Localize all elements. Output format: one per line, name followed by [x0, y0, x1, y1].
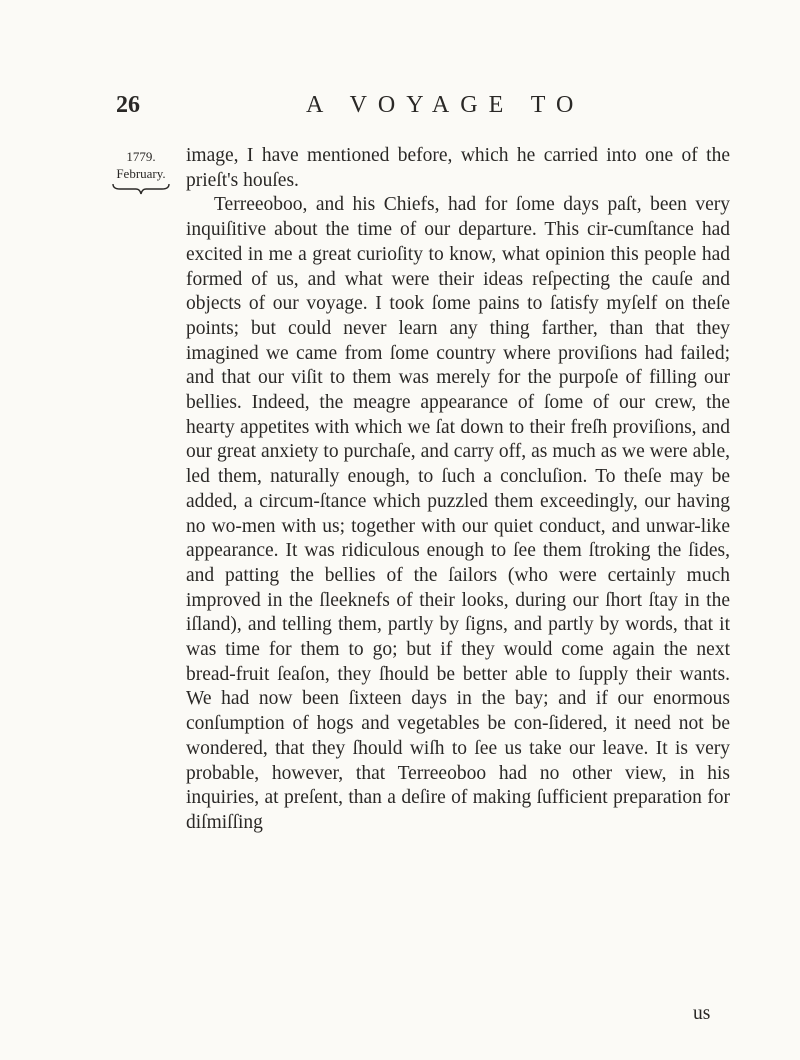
catchword: us	[693, 1003, 711, 1024]
paragraph-2: Terreeoboo, and his Chiefs, had for ſome days paſt, been very inquiſitive about the time of our departure. This cir-cumſtance had excited in me a great curioſity to know, what opinion this people had formed of us, and what were their ideas reſpecting the cauſe and objects of our voyage. I took ſome pains to ſatisfy myſelf on theſe points; but could never learn any thing farther, than that they imagined we came from ſome country where proviſions had failed; and that our viſit to them was merely for the purpoſe of filling our bellies. Indeed, the meagre appearance of ſome of our crew, the hearty appetites with which we ſat down to their freſh proviſions, and our great anxiety to purchaſe, and carry off, as much as we were able, led them, naturally enough, to ſuch a concluſion. To theſe may be added, a circum-ſtance which puzzled them exceedingly, our having no wo-men with us; together with our quiet conduct, and unwar-like appearance. It was ridiculous enough to ſee them ſtroking the ſides, and patting the bellies of the ſailors (who were certainly much improved in the ſleeknefs of their looks, during our ſhort ſtay in the iſland), and telling them, partly by ſigns, and partly by words, that it was time for them to go; but if they would come again the next bread-fruit ſeaſon, they ſhould be better able to ſupply their wants. We had now been ſixteen days in the bay; and if our enormous conſumption of hogs and vegetables be con-ſidered, it need not be wondered, that they ſhould wiſh to ſee us take our leave. It is very probable, however, that Terreeoboo had no other view, in his inquiries, at preſent, than a deſire of making ſufficient preparation for diſmiſſing	[186, 194, 730, 833]
margin-year: 1779.	[126, 149, 156, 164]
page-header	[116, 92, 726, 124]
paragraph-1: image, I have mentioned before, which he carried into one of the prieſt's houſes.	[186, 145, 730, 191]
margin-month: February.	[116, 166, 166, 181]
running-title: A VOYAGE TO	[306, 92, 585, 118]
margin-note	[106, 148, 176, 195]
page-number: 26	[116, 92, 140, 118]
brace-icon	[112, 183, 170, 195]
body-text	[186, 144, 730, 836]
